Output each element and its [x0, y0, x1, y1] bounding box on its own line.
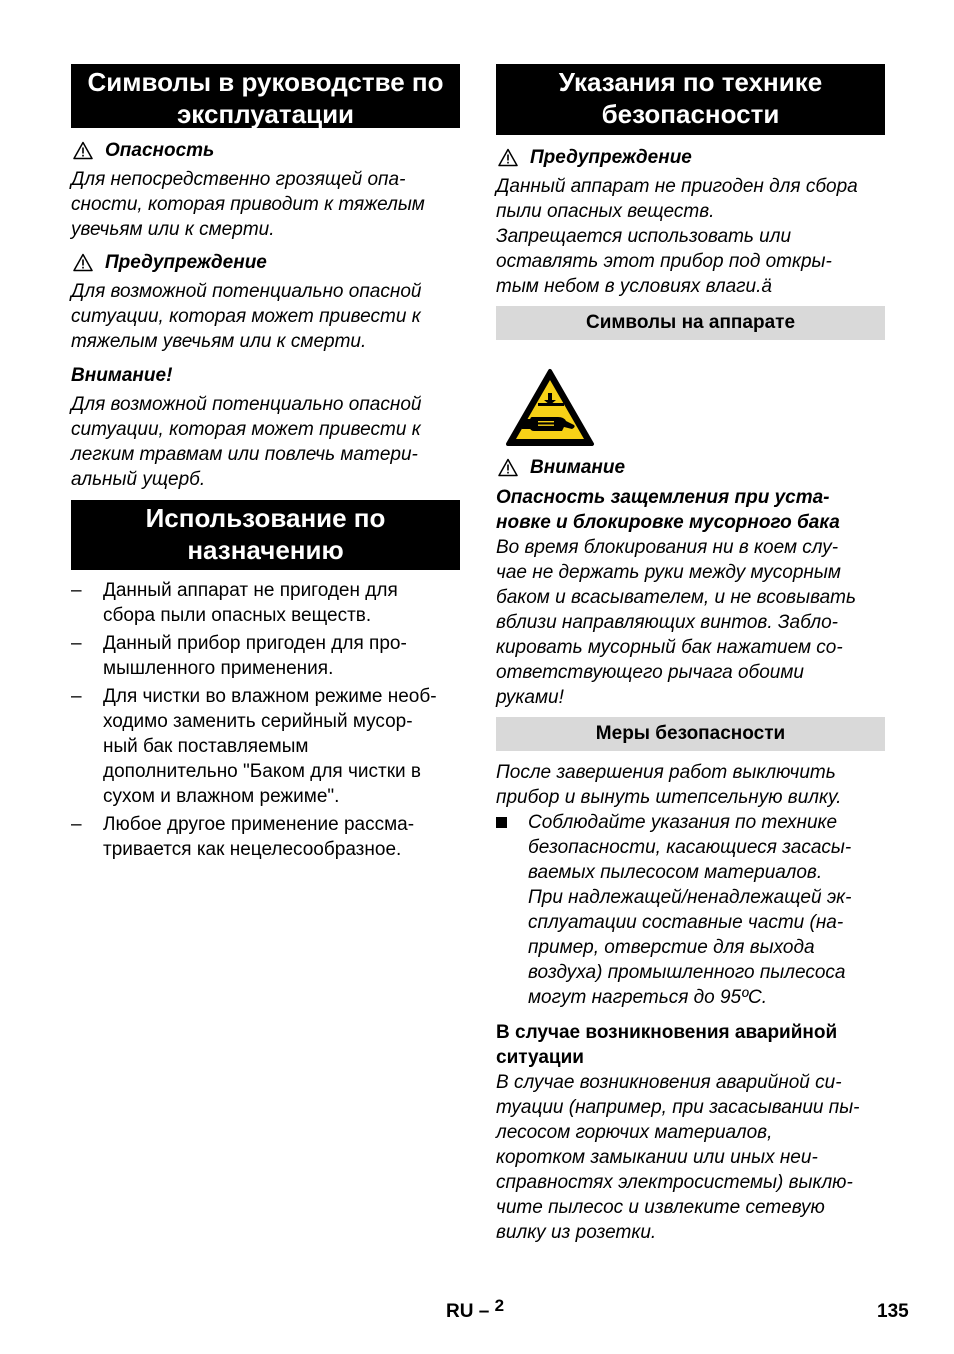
emergency-heading: В случае возникновения аварийной ситуации [496, 1022, 838, 1068]
danger-heading: Опасность [71, 138, 460, 163]
intended-use-list [71, 578, 460, 862]
caution-heading: Внимание! [71, 365, 173, 386]
page-number: 135 [877, 1301, 909, 1322]
warning-text: Для возможной потенциально опасной ситуации, которая может привести к тяжелым увечьям или к смерти. [71, 281, 422, 352]
pinch-hazard-text: Во время блокирования ни в коем слу- чае не держать руки между мусорным баком и всасывателем, и не всовывать вблизи направляющих винтов. Забло- кировать мусорный бак нажатием со- ответствующего рычага обоими руками! [496, 537, 856, 708]
safety-measures-bar: Меры безопасности [496, 717, 885, 751]
emergency-text: В случае возникновения аварийной си- туации (например, при засасывании пы- лесосом горючих материалов, коротком замыкании или иных неи- справностях электросистемы) выклю- чите пылесос и извлеките сетевую вилку из розетки. [496, 1072, 860, 1243]
warning-text: Данный аппарат не пригоден для сбора пыли опасных веществ. Запрещается использовать или оставлять этот прибор под откры- тым небом в условиях влаги.ä [496, 176, 858, 297]
symbols-on-device-bar: Символы на аппарате [496, 306, 885, 340]
safety-intro: После завершения работ выключить прибор и вынуть штепсельную вилку. [496, 762, 842, 808]
list-item: – Любое другое применение рассма- тривается как нецелесообразное. [71, 814, 415, 860]
section-heading-intended-use: Использование по назначению [71, 500, 460, 570]
danger-text: Для непосредственно грозящей опа- сности, которая приводит к тяжелым увечьям или к смерти. [71, 169, 425, 240]
symbol-area [496, 340, 885, 455]
attention-heading: Внимание [496, 455, 885, 480]
hand-crush-warning-icon [504, 367, 596, 449]
warning-triangle-icon [498, 148, 518, 167]
warning-triangle-icon [498, 458, 518, 477]
square-bullet-icon [496, 817, 507, 828]
list-item: – Данный аппарат не пригоден для сбора пыли опасных веществ. [71, 580, 398, 626]
caution-text: Для возможной потенциально опасной ситуации, которая может привести к легким травмам или повлечь матери- альный ущерб. [71, 394, 422, 490]
left-column [71, 64, 460, 862]
warning-triangle-icon [73, 253, 93, 272]
warning-heading: Предупреждение [496, 145, 885, 170]
section-heading-symbols: Символы в руководстве по эксплуатации [71, 64, 460, 128]
list-item: – Для чистки во влажном режиме необ- ходимо заменить серийный мусор- ный бак поставляемым дополнительно "Баком для чистки в сухом и влажном режиме". [71, 686, 437, 807]
footer-language-page: RU – 2 [446, 1296, 505, 1322]
safety-bullet: Соблюдайте указания по технике безопасности, касающиеся засасы- ваемых пылесосом материалов. При надлежащей/ненадлежащей эк- сплуатации составные части (на- пример, отверстие для выхода воздуха) промышленного пылесоса могут нагреться до 95ºC. [496, 810, 885, 1010]
section-heading-safety: Указания по технике безопасности [496, 64, 885, 135]
warning-heading: Предупреждение [71, 250, 460, 275]
list-item: – Данный прибор пригоден для про- мышленного применения. [71, 633, 407, 679]
pinch-hazard-title: Опасность защемления при уста- новке и блокировке мусорного бака [496, 487, 840, 533]
right-column [496, 64, 885, 1245]
warning-triangle-icon [73, 141, 93, 160]
